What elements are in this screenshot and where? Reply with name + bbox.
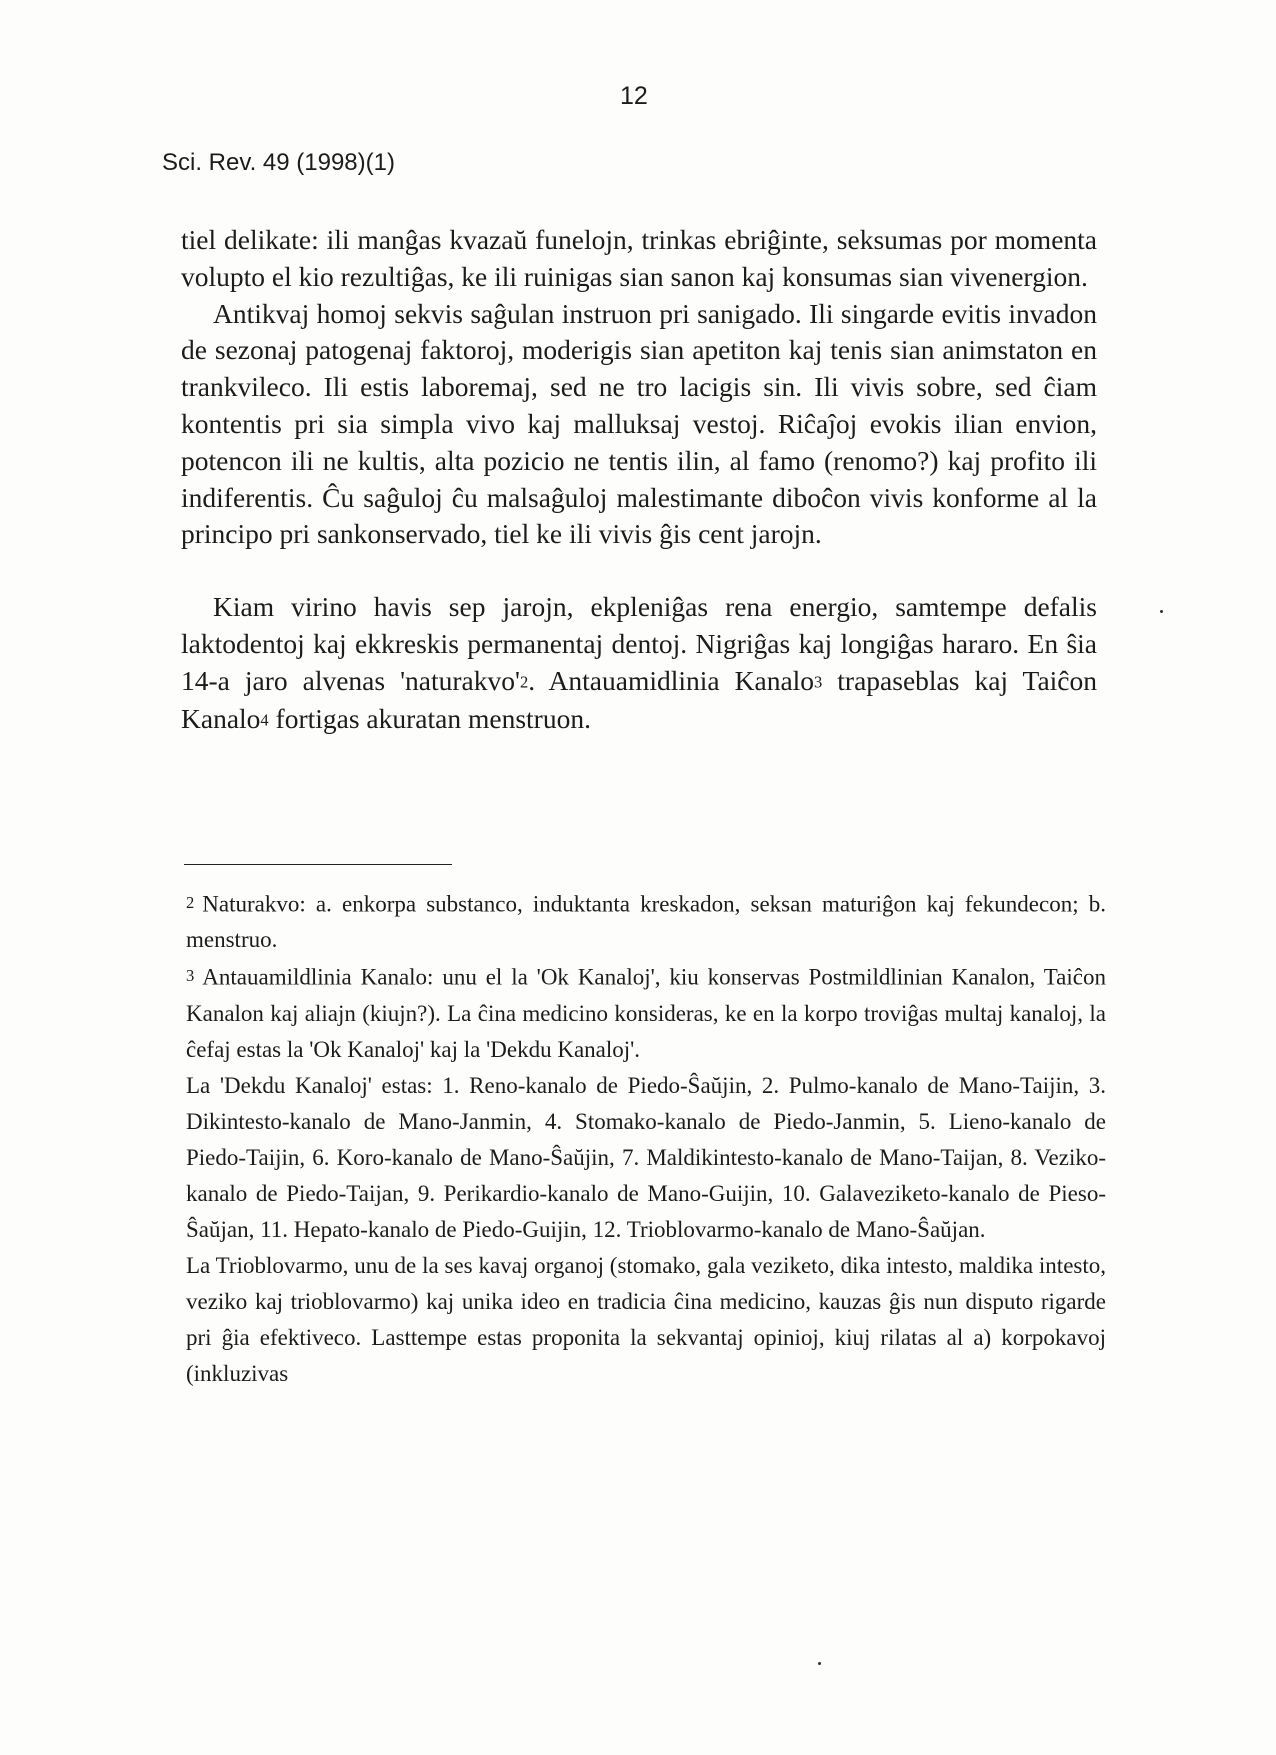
paragraph-3-text-4: fortigas akuratan menstruon. xyxy=(268,703,591,735)
journal-reference: Sci. Rev. 49 (1998)(1) xyxy=(162,149,395,176)
scan-speck xyxy=(818,1662,821,1665)
paragraph-1: tiel delikate: ili manĝas kvazaŭ funelojn, trinkas ebriĝinte, seksumas por momenta volupto el kio rezultiĝas, ke ili ruinigas sian sanon kaj konsumas sian vivenergion. xyxy=(181,224,1097,292)
paragraph-3-text-2: . Antauamidlinia Kanalo xyxy=(528,664,815,696)
footnote-divider xyxy=(184,864,452,865)
footnote-2-number: 2 xyxy=(186,893,195,912)
footnote-3-trioblovarmo: La Trioblovarmo, unu de la ses kavaj organoj (stomako, gala veziketo, dika intesto, maldika intesto, veziko kaj trioblovarmo) kaj unika ideo en tradicia ĉina medicino, kauzas ĝis nun disputo rigarde pri ĝia efektiveco. Lasttempe estas proponita la sekvantaj opinioj, kiuj rilatas al a) korpokavoj (inkluzivas xyxy=(186,1252,1106,1386)
footnote-ref-2: 2 xyxy=(519,672,529,692)
footnotes xyxy=(186,885,1106,1392)
footnote-3 xyxy=(186,958,1106,1067)
footnote-3-text: Antauamildlinia Kanalo: unu el la 'Ok Kanaloj', kiu konservas Postmildlinian Kanalon, Taiĉon Kanalon kaj aliajn (kiujn?). La ĉina medicino konsideras, ke en la korpo troviĝas multaj kanaloj, la ĉefaj estas la 'Ok Kanaloj' kaj la 'Dekdu Kanaloj'. xyxy=(186,964,1106,1062)
footnote-3-channel-list: La 'Dekdu Kanaloj' estas: 1. Reno-kanalo de Piedo-Ŝaŭjin, 2. Pulmo-kanalo de Mano-Taijin, 3. Dikintesto-kanalo de Mano-Janmin, 4. Stomako-kanalo de Piedo-Janmin, 5. Lieno-kanalo de Piedo-Taijin, 6. Koro-kanalo de Mano-Ŝaŭjin, 7. Maldikintesto-kanalo de Mano-Taijan, 8. Veziko-kanalo de Piedo-Taijan, 9. Perikardio-kanalo de Mano-Guijin, 10. Galaveziketo-kanalo de Pieso-Ŝaŭjan, 11. Hepato-kanalo de Piedo-Guijin, 12. Trioblovarmo-kanalo de Mano-Ŝaŭjan. xyxy=(186,1072,1106,1242)
footnote-ref-3: 3 xyxy=(814,672,823,692)
footnote-2-text: Naturakvo: a. enkorpa substanco, induktanta kreskadon, seksan maturiĝon kaj fekundecon; b. menstruo. xyxy=(186,891,1106,953)
page-number: 12 xyxy=(620,82,648,110)
footnote-3-number: 3 xyxy=(186,966,195,986)
scan-speck xyxy=(1160,610,1163,613)
footnote-2 xyxy=(186,885,1106,958)
paragraph-3-text-3: trapaseblas kaj Taiĉon Kanalo xyxy=(181,664,1097,735)
paragraph-3-text-1: Kiam virino havis sep jarojn, ekpleniĝas rena energio, samtempe defalis laktodentoj kaj ekkreskis permanentaj dentoj. Nigriĝas kaj longiĝas hararo. En ŝia 14-a jaro alvenas 'naturakvo' xyxy=(181,591,1097,696)
paragraph-2: Antikvaj homoj sekvis saĝulan instruon pri sanigado. Ili singarde evitis invadon de sezonaj patogenaj faktoroj, moderigis sian apetiton kaj tenis sian animstaton en trankvileco. Ili estis laboremaj, sed ne tro lacigis sin. Ili vivis sobre, sed ĉiam kontentis pri sia simpla vivo kaj malluksaj vestoj. Riĉaĵoj evokis ilian envion, potencon ili ne kultis, alta pozicio ne tentis ilin, al famo (renomo?) kaj profito ili indiferentis. Ĉu saĝuloj ĉu malsaĝuloj malestimante diboĉon vivis konforme al la principo pri sankonservado, tiel ke ili vivis ĝis cent jarojn. xyxy=(181,297,1097,550)
footnote-ref-4: 4 xyxy=(260,710,269,730)
main-text xyxy=(181,222,1097,739)
paragraph-3 xyxy=(181,589,1097,739)
